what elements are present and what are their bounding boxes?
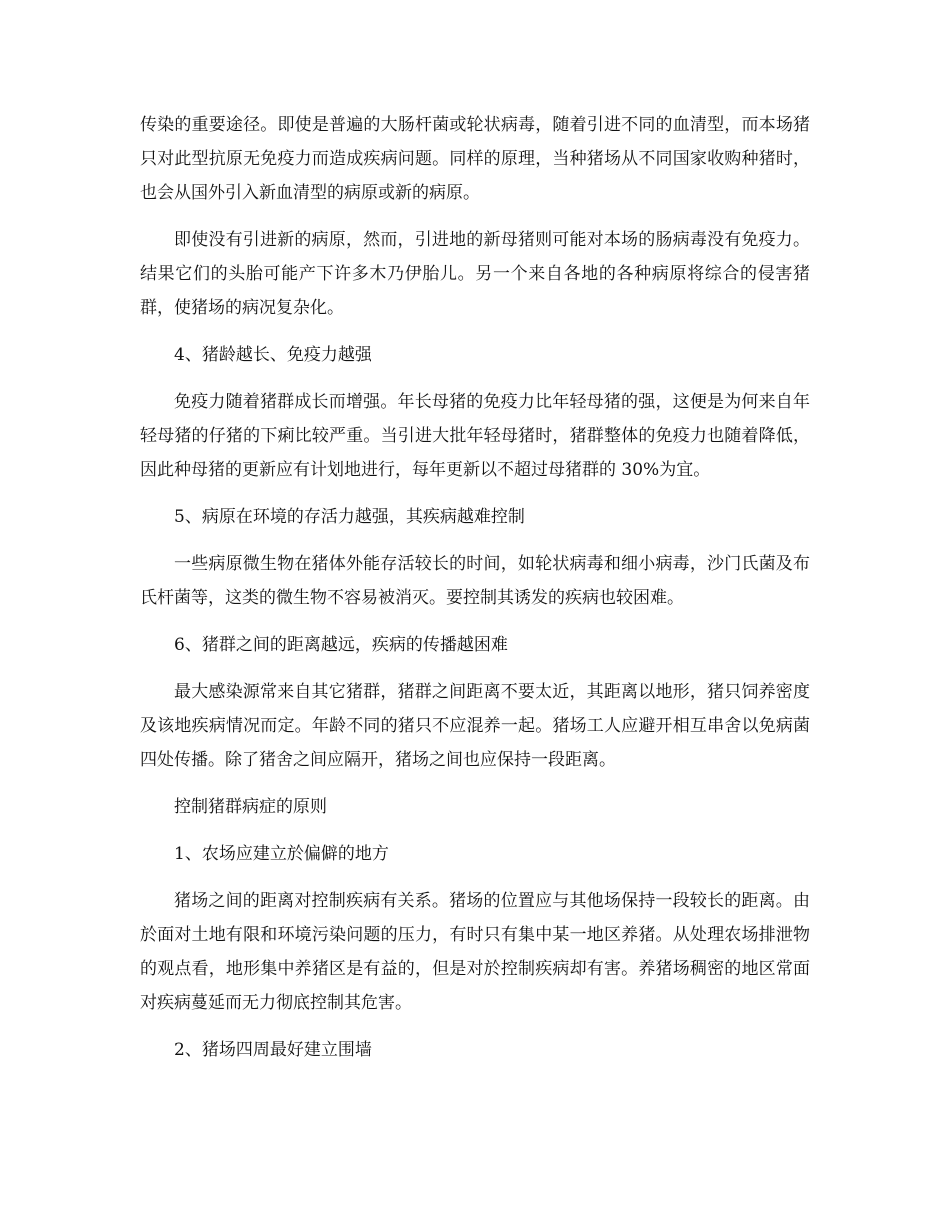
principle-heading-2: 2、猪场四周最好建立围墙 bbox=[174, 1040, 372, 1060]
section-heading-6: 6、猪群之间的距离越远，疾病的传播越困难 bbox=[174, 635, 508, 655]
paragraph-continued: 传染的重要途径。即使是普遍的大肠杆菌或轮状病毒，随着引进不同的血清型，而本场猪只对此型抗原无免疫力而造成疾病问题。同样的原理，当种猪场从不同国家收购种猪时，也会从国外引入新血清型的病原或新的病原。 bbox=[140, 115, 810, 203]
section-heading-4: 4、猪龄越长、免疫力越强 bbox=[174, 345, 372, 365]
paragraph: 一些病原微生物在猪体外能存活较长的时间，如轮状病毒和细小病毒，沙门氏菌及布氏杆菌等，这类的微生物不容易被消灭。要控制其诱发的疾病也较困难。 bbox=[140, 554, 810, 608]
paragraph: 免疫力随着猪群成长而增强。年长母猪的免疫力比年轻母猪的强，这便是为何来自年轻母猪的仔猪的下痢比较严重。当引进大批年轻母猪时，猪群整体的免疫力也随着降低，因此种母猪的更新应有计划地进行，每年更新以不超过母猪群的 30%为宜。 bbox=[140, 392, 810, 480]
section-title-principles: 控制猪群病症的原则 bbox=[174, 797, 327, 817]
section-heading-5: 5、病原在环境的存活力越强，其疾病越难控制 bbox=[174, 507, 525, 527]
paragraph: 猪场之间的距离对控制疾病有关系。猪场的位置应与其他场保持一段较长的距离。由於面对土地有限和环境污染问题的压力，有时只有集中某一地区养猪。从处理农场排泄物的观点看，地形集中养猪区是有益的，但是对於控制疾病却有害。养猪场稠密的地区常面对疾病蔓延而无力彻底控制其危害。 bbox=[140, 891, 810, 1013]
paragraph: 最大感染源常来自其它猪群，猪群之间距离不要太近，其距离以地形，猪只饲养密度及该地疾病情况而定。年龄不同的猪只不应混养一起。猪场工人应避开相互串舍以免病菌四处传播。除了猪舍之间应隔开，猪场之间也应保持一段距离。 bbox=[140, 682, 810, 770]
document-body bbox=[140, 108, 810, 1080]
principle-heading-1: 1、农场应建立於偏僻的地方 bbox=[174, 844, 389, 864]
paragraph: 即使没有引进新的病原，然而，引进地的新母猪则可能对本场的肠病毒没有免疫力。结果它们的头胎可能产下许多木乃伊胎儿。另一个来自各地的各种病原将综合的侵害猪群，使猪场的病况复杂化。 bbox=[140, 230, 810, 318]
